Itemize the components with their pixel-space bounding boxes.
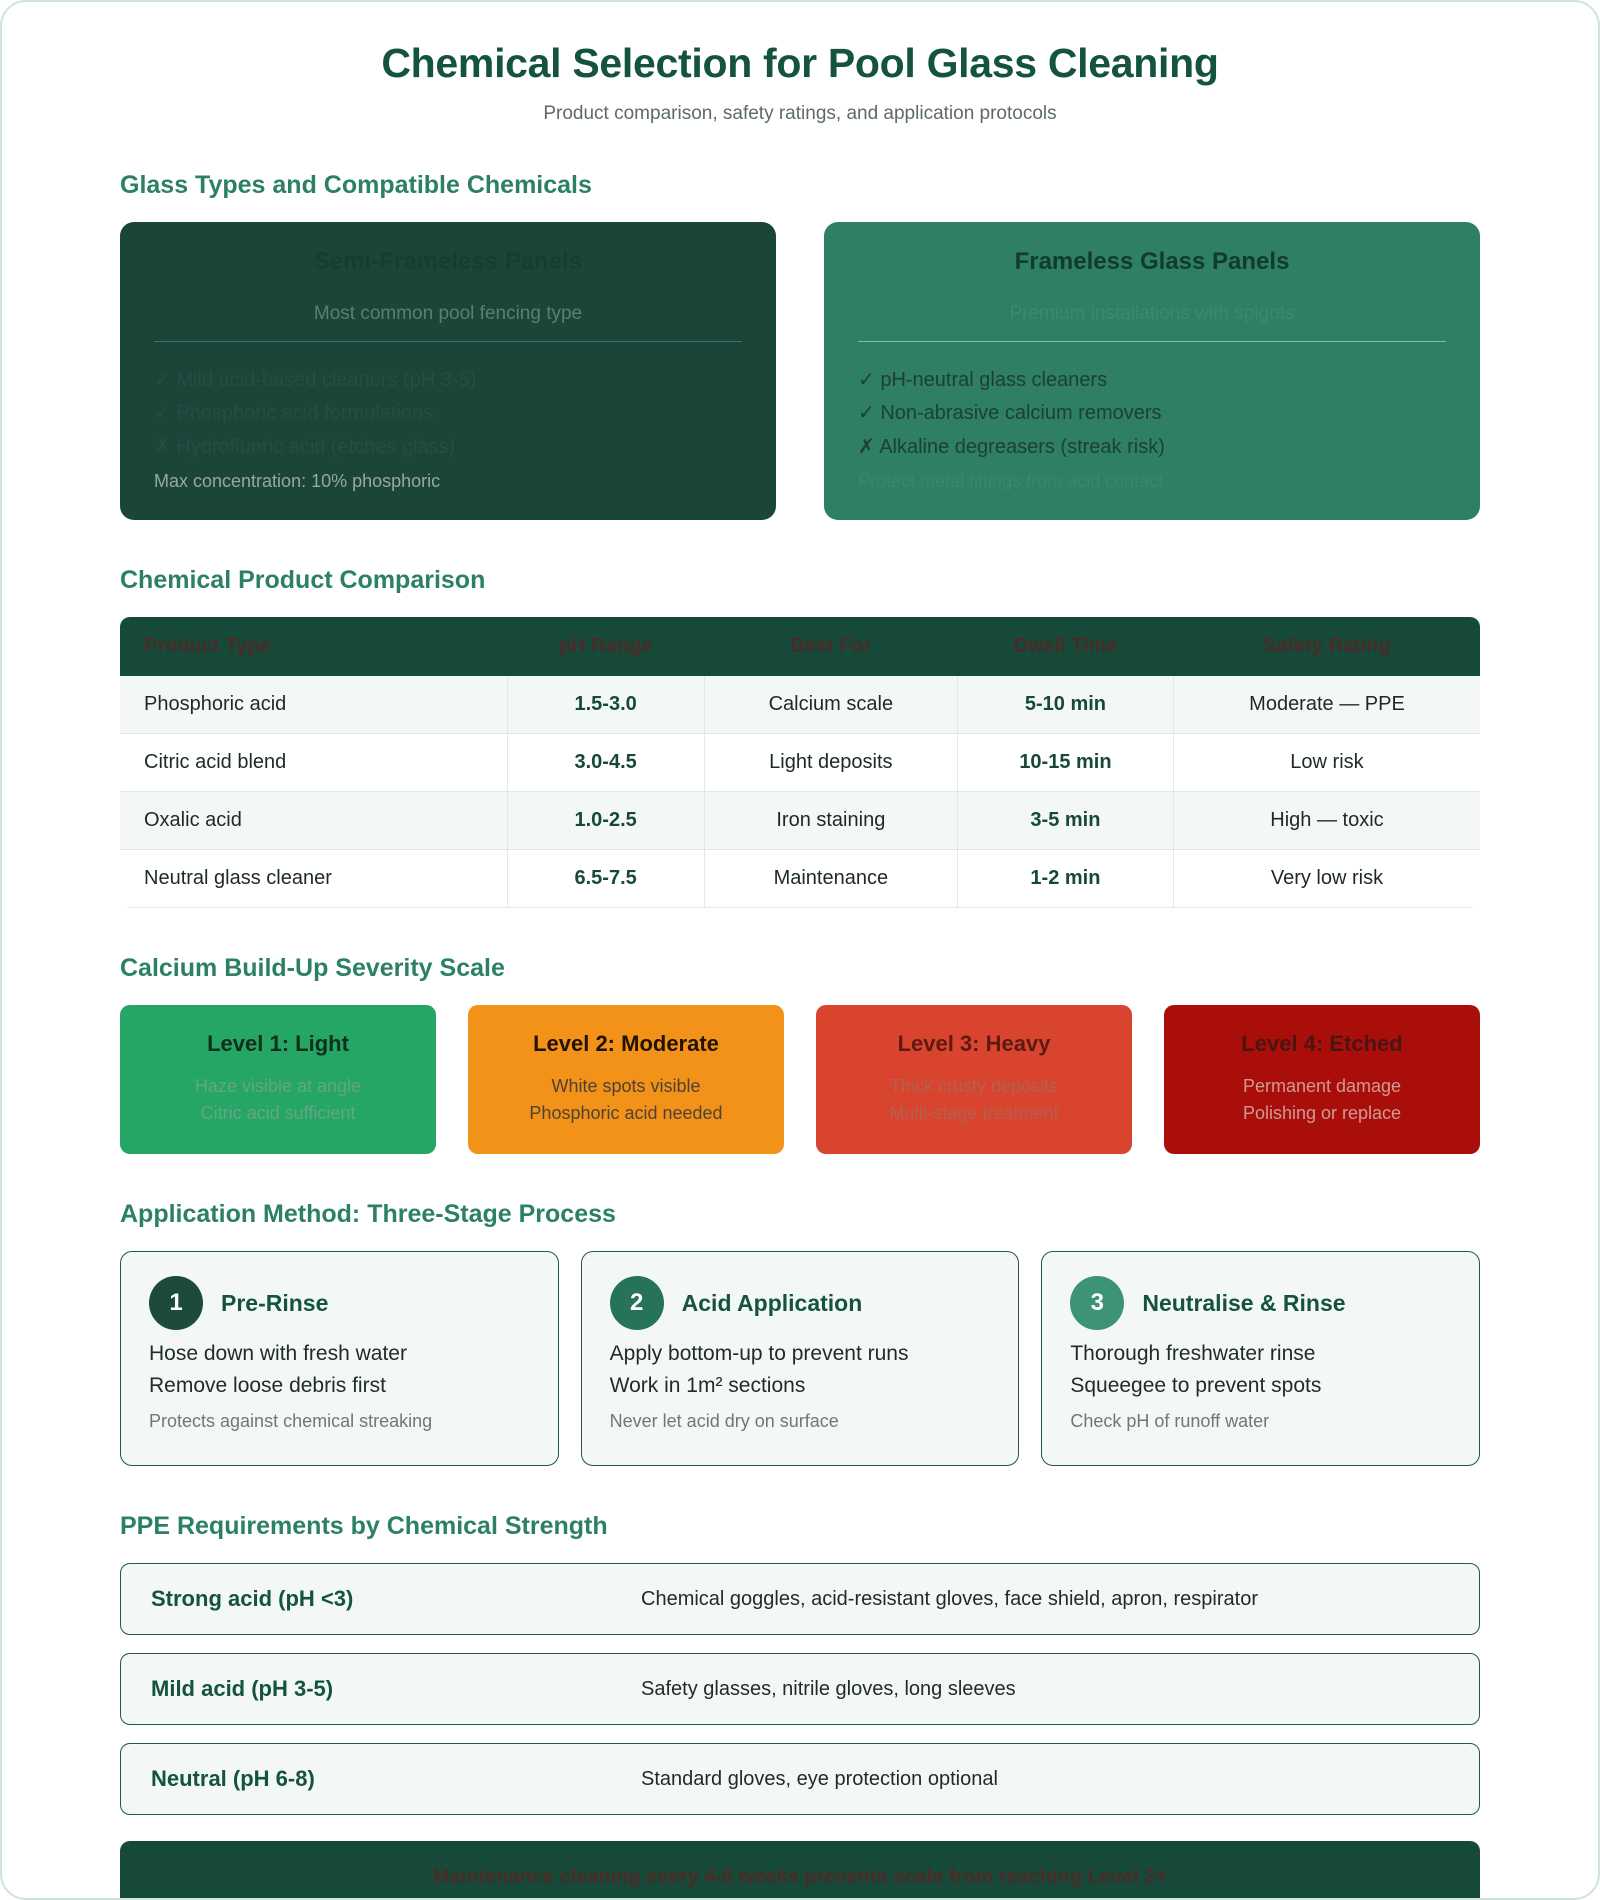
process-step-2 bbox=[581, 1251, 1020, 1466]
severity-treatment: Citric acid sufficient bbox=[200, 1103, 356, 1124]
column-header-dwell-time: Dwell Time bbox=[957, 617, 1173, 676]
glass-card-title: Semi-Frameless Panels bbox=[313, 248, 583, 275]
cell-ph-range: 6.5-7.5 bbox=[507, 849, 704, 907]
step-number-badge: 3 bbox=[1070, 1276, 1124, 1330]
section-heading-glass-types: Glass Types and Compatible Chemicals bbox=[120, 171, 592, 199]
cell-product-type: Phosphoric acid bbox=[120, 676, 507, 734]
cell-best-for: Maintenance bbox=[704, 849, 957, 907]
cell-product-type: Oxalic acid bbox=[120, 791, 507, 849]
ppe-level-label: Strong acid (pH <3) bbox=[151, 1586, 354, 1612]
ppe-list bbox=[120, 1563, 1480, 1815]
table-row bbox=[120, 791, 1480, 849]
step-title: Acid Application bbox=[681, 1289, 863, 1316]
table-header-row bbox=[120, 617, 1480, 676]
column-header-ph-range: pH Range bbox=[507, 617, 704, 676]
severity-description: White spots visible bbox=[551, 1075, 701, 1096]
step-instruction: Remove loose debris first bbox=[149, 1374, 386, 1398]
glass-card-subtitle: Most common pool fencing type bbox=[313, 302, 583, 324]
table-row bbox=[120, 733, 1480, 791]
table-row bbox=[120, 676, 1480, 734]
severity-title: Level 4: Etched bbox=[1241, 1030, 1403, 1056]
cell-product-type: Neutral glass cleaner bbox=[120, 849, 507, 907]
severity-description: Permanent damage bbox=[1242, 1075, 1402, 1096]
ppe-gear-list: Safety glasses, nitrile gloves, long sleeves bbox=[641, 1677, 1016, 1700]
step-number-badge: 1 bbox=[149, 1276, 203, 1330]
severity-card-level-3 bbox=[816, 1005, 1132, 1155]
step-header bbox=[610, 1276, 991, 1330]
cell-safety-rating: Very low risk bbox=[1173, 849, 1480, 907]
severity-title: Level 1: Light bbox=[207, 1030, 349, 1056]
glass-types-grid bbox=[120, 222, 1480, 520]
cell-dwell-time: 10-15 min bbox=[957, 733, 1173, 791]
cell-dwell-time: 5-10 min bbox=[957, 676, 1173, 734]
cell-best-for: Calcium scale bbox=[704, 676, 957, 734]
column-header-best-for: Best For bbox=[704, 617, 957, 676]
severity-description: Thick crusty deposits bbox=[889, 1075, 1059, 1096]
ppe-level-label: Mild acid (pH 3-5) bbox=[151, 1676, 334, 1702]
severity-treatment: Multi-stage treatment bbox=[889, 1103, 1059, 1124]
cell-ph-range: 1.0-2.5 bbox=[507, 791, 704, 849]
section-heading-product-comparison: Chemical Product Comparison bbox=[120, 565, 486, 594]
glass-card-semi-frameless bbox=[120, 222, 776, 520]
glass-compat-item: ✓ Mild acid-based cleaners (pH 3-5) bbox=[154, 368, 477, 391]
ppe-level-label: Neutral (pH 6-8) bbox=[151, 1766, 315, 1792]
cell-best-for: Light deposits bbox=[704, 733, 957, 791]
table-row bbox=[120, 849, 1480, 907]
cell-ph-range: 1.5-3.0 bbox=[507, 676, 704, 734]
glass-compat-item: ✓ Phosphoric acid formulations bbox=[154, 402, 434, 425]
severity-card-level-2 bbox=[468, 1005, 784, 1155]
glass-card-subtitle: Premium installations with spigots bbox=[1009, 302, 1295, 324]
column-header-product-type: Product Type bbox=[120, 617, 507, 676]
step-note: Check pH of runoff water bbox=[1070, 1411, 1270, 1432]
step-instruction: Hose down with fresh water bbox=[149, 1342, 407, 1366]
severity-treatment: Polishing or replace bbox=[1242, 1103, 1402, 1124]
glass-card-frameless bbox=[824, 222, 1480, 520]
cell-safety-rating: High — toxic bbox=[1173, 791, 1480, 849]
product-comparison-table bbox=[120, 617, 1480, 908]
cell-product-type: Citric acid blend bbox=[120, 733, 507, 791]
cell-best-for: Iron staining bbox=[704, 791, 957, 849]
severity-scale-grid bbox=[120, 1005, 1480, 1155]
step-header bbox=[149, 1276, 530, 1330]
cell-dwell-time: 1-2 min bbox=[957, 849, 1173, 907]
ppe-gear-list: Chemical goggles, acid-resistant gloves, face shield, apron, respirator bbox=[641, 1587, 1258, 1610]
step-title: Pre-Rinse bbox=[221, 1289, 329, 1316]
step-instruction: Squeegee to prevent spots bbox=[1070, 1374, 1322, 1398]
cell-safety-rating: Low risk bbox=[1173, 733, 1480, 791]
ppe-row-neutral bbox=[120, 1743, 1480, 1815]
step-note: Never let acid dry on surface bbox=[609, 1411, 839, 1432]
step-instruction: Work in 1m² sections bbox=[609, 1374, 806, 1398]
glass-compat-item: ✓ Non-abrasive calcium removers bbox=[858, 402, 1162, 425]
page-subtitle: Product comparison, safety ratings, and application protocols bbox=[543, 103, 1057, 124]
glass-card-note: Max concentration: 10% phosphoric bbox=[154, 470, 441, 491]
severity-card-level-4 bbox=[1164, 1005, 1480, 1155]
severity-title: Level 2: Moderate bbox=[533, 1030, 719, 1056]
process-step-1 bbox=[120, 1251, 559, 1466]
section-heading-ppe-requirements: PPE Requirements by Chemical Strength bbox=[120, 1512, 608, 1541]
process-step-3 bbox=[1041, 1251, 1480, 1466]
cell-dwell-time: 3-5 min bbox=[957, 791, 1173, 849]
glass-compat-item: ✓ pH-neutral glass cleaners bbox=[858, 368, 1108, 391]
step-title: Neutralise & Rinse bbox=[1142, 1289, 1346, 1316]
glass-compat-item: ✗ Alkaline degreasers (streak risk) bbox=[858, 435, 1165, 458]
severity-card-level-1 bbox=[120, 1005, 436, 1155]
section-heading-application-method: Application Method: Three-Stage Process bbox=[120, 1200, 616, 1229]
step-number-badge: 2 bbox=[610, 1276, 664, 1330]
severity-title: Level 3: Heavy bbox=[897, 1030, 1051, 1056]
page-title: Chemical Selection for Pool Glass Cleaning bbox=[381, 40, 1219, 86]
footer-banner: Maintenance cleaning every 4-6 weeks prevents scale from reaching Level 2+ bbox=[120, 1841, 1480, 1900]
glass-compat-item: ✗ Hydrofluoric acid (etches glass) bbox=[154, 435, 456, 458]
step-instruction: Apply bottom-up to prevent runs bbox=[609, 1342, 909, 1366]
step-header bbox=[1070, 1276, 1451, 1330]
severity-treatment: Phosphoric acid needed bbox=[529, 1103, 723, 1124]
ppe-row-mild-acid bbox=[120, 1653, 1480, 1725]
divider bbox=[154, 341, 742, 342]
divider bbox=[858, 341, 1446, 342]
table-body bbox=[120, 676, 1480, 908]
ppe-row-strong-acid bbox=[120, 1563, 1480, 1635]
step-instruction: Thorough freshwater rinse bbox=[1070, 1342, 1316, 1366]
cell-safety-rating: Moderate — PPE bbox=[1173, 676, 1480, 734]
glass-card-note: Protect metal fittings from acid contact bbox=[858, 470, 1164, 491]
glass-card-title: Frameless Glass Panels bbox=[1014, 248, 1290, 275]
step-note: Protects against chemical streaking bbox=[149, 1411, 433, 1432]
ppe-gear-list: Standard gloves, eye protection optional bbox=[641, 1767, 998, 1790]
column-header-safety-rating: Safety Rating bbox=[1173, 617, 1480, 676]
cell-ph-range: 3.0-4.5 bbox=[507, 733, 704, 791]
process-steps-grid bbox=[120, 1251, 1480, 1466]
section-heading-severity-scale: Calcium Build-Up Severity Scale bbox=[120, 953, 505, 982]
document-header bbox=[120, 2, 1480, 125]
table-header bbox=[120, 617, 1480, 676]
severity-description: Haze visible at angle bbox=[194, 1075, 362, 1096]
